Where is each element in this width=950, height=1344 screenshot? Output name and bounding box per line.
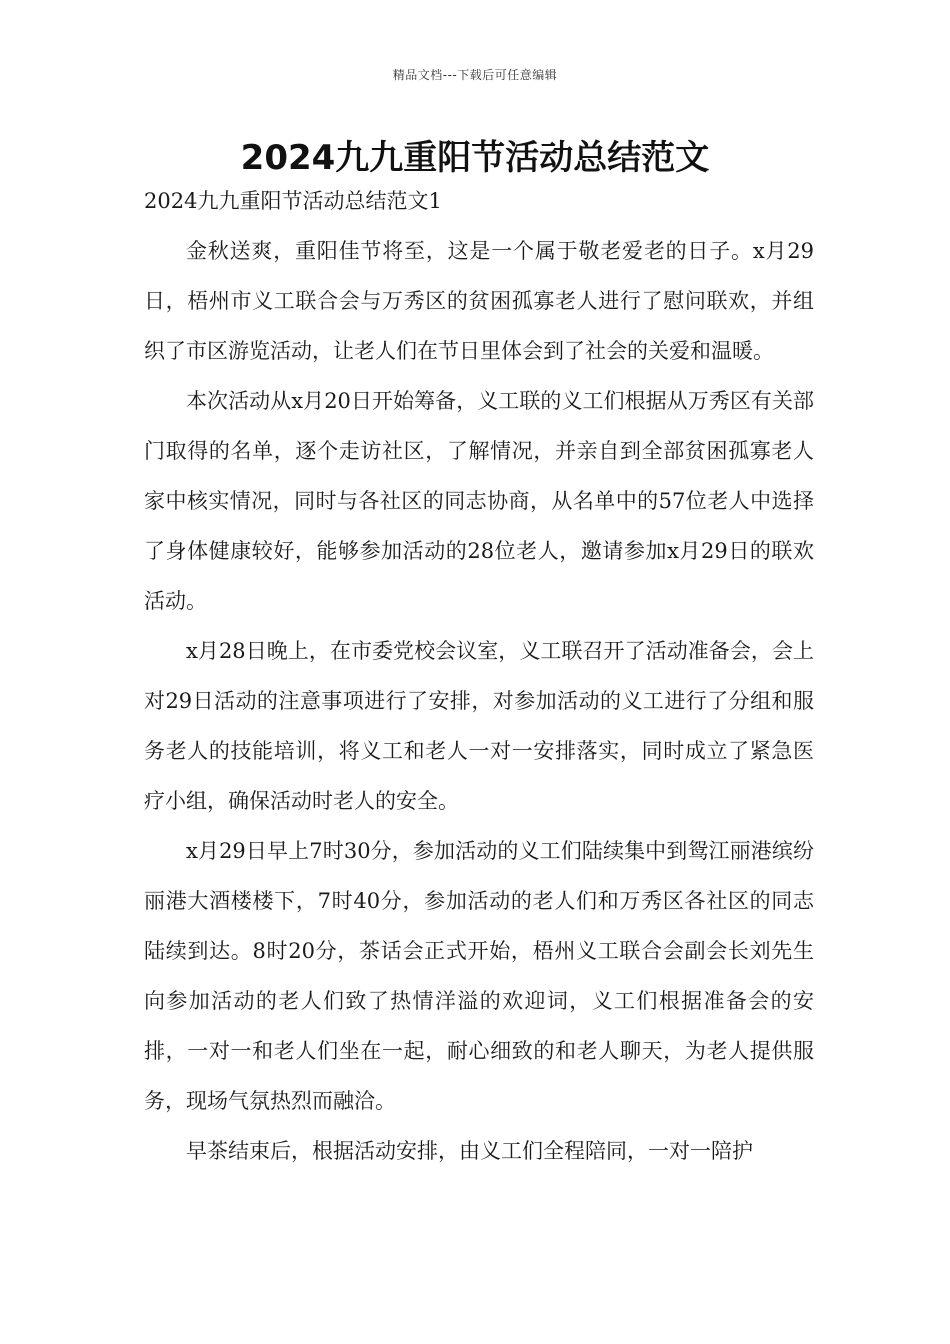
paragraph: 本次活动从x月20日开始筹备，义工联的义工们根据从万秀区有关部门取得的名单，逐个走访社区，了解情况，并亲自到全部贫困孤寡老人家中核实情况，同时与各社区的同志协商，从名单中的57位老人中选择了身体健康较好，能够参加活动的28位老人，邀请参加x月29日的联欢活动。 bbox=[144, 389, 814, 613]
paragraph: 早茶结束后，根据活动安排，由义工们全程陪同，一对一陪护 bbox=[186, 1139, 753, 1163]
document-body bbox=[144, 186, 814, 1176]
paragraph: x月29日早上7时30分，参加活动的义工们陆续集中到鸳江丽港缤纷丽港大酒楼楼下，7时40分，参加活动的老人们和万秀区各社区的同志陆续到达。8时20分，茶话会正式开始，梧州义工联合会副会长刘先生向参加活动的老人们致了热情洋溢的欢迎词，义工们根据准备会的安排，一对一和老人们坐在一起，耐心细致的和老人聊天，为老人提供服务，现场气氛热烈而融洽。 bbox=[144, 839, 814, 1113]
paragraph: 金秋送爽，重阳佳节将至，这是一个属于敬老爱老的日子。x月29日，梧州市义工联合会与万秀区的贫困孤寡老人进行了慰问联欢，并组织了市区游览活动，让老人们在节日里体会到了社会的关爱和温暖。 bbox=[144, 239, 814, 363]
document-title: 2024九九重阳节活动总结范文 bbox=[240, 138, 710, 178]
paragraph: x月28日晚上，在市委党校会议室，义工联召开了活动准备会，会上对29日活动的注意事项进行了安排，对参加活动的义工进行了分组和服务老人的技能培训，将义工和老人一对一安排落实，同时成立了紧急医疗小组，确保活动时老人的安全。 bbox=[144, 639, 814, 813]
document-subtitle: 2024九九重阳节活动总结范文1 bbox=[144, 189, 442, 213]
header-note: 精品文档---下载后可任意编辑 bbox=[392, 68, 558, 82]
